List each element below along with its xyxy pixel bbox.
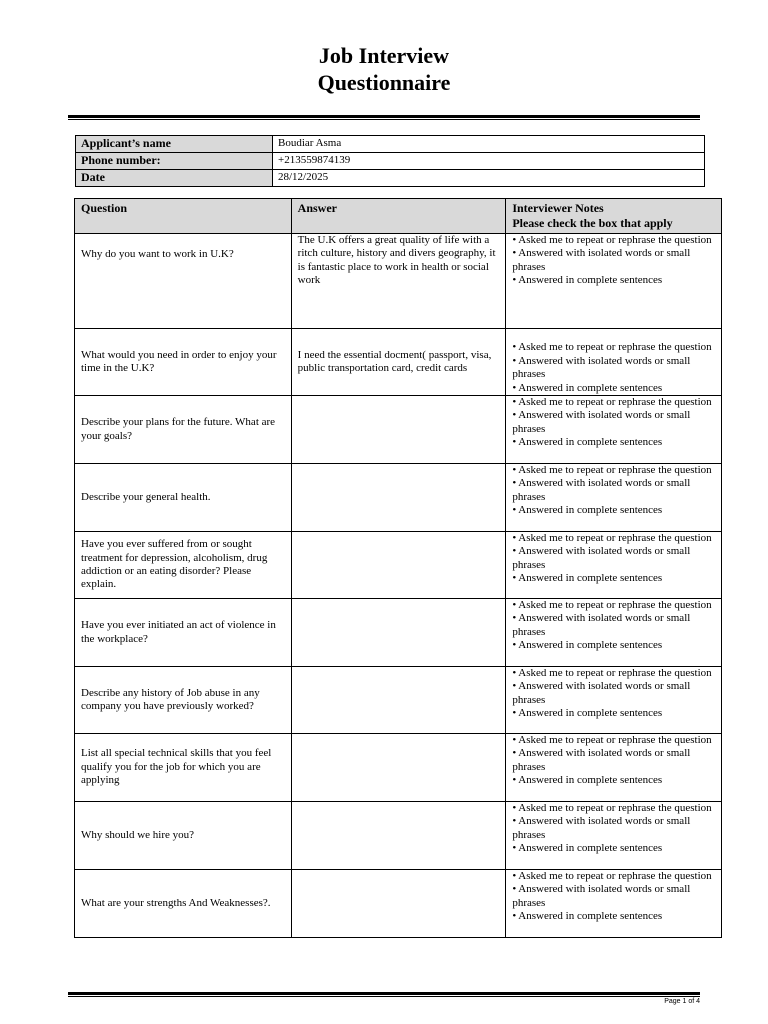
note-option[interactable]: • Asked me to repeat or rephrase the question (512, 396, 712, 408)
answer-cell[interactable] (291, 464, 506, 532)
note-option[interactable]: • Asked me to repeat or rephrase the question (512, 532, 712, 544)
note-option[interactable]: • Asked me to repeat or rephrase the question (512, 234, 712, 246)
answer-cell[interactable]: I need the essential docment( passport, visa, public transportation card, credit cards (291, 329, 506, 396)
notes-header (506, 199, 722, 234)
note-option[interactable]: • Answered in complete sentences (512, 842, 663, 855)
notes-header-line-1: Interviewer Notes (512, 201, 604, 215)
note-option[interactable]: • Answered with isolated words or small phrases (512, 477, 691, 503)
note-option[interactable]: • Answered with isolated words or small phrases (512, 354, 691, 381)
table-header-row (75, 199, 722, 234)
table-row (75, 802, 722, 870)
table-row (75, 464, 722, 532)
title-line-2: Questionnaire (317, 70, 451, 95)
answer-cell[interactable] (291, 396, 506, 464)
question-cell: Have you ever suffered from or sought treatment for depression, alcoholism, drug addiction or an eating disorder? Please explain. (75, 532, 292, 599)
question-header: Question (75, 199, 292, 234)
question-cell: Why should we hire you? (75, 802, 292, 870)
applicant-row (76, 153, 705, 170)
note-option[interactable]: • Asked me to repeat or rephrase the question (512, 599, 712, 611)
table-row (75, 599, 722, 667)
table-row (75, 870, 722, 938)
note-option[interactable]: • Asked me to repeat or rephrase the question (512, 341, 712, 354)
note-option[interactable]: • Answered in complete sentences (512, 910, 663, 923)
note-option[interactable]: • Answered in complete sentences (512, 707, 663, 720)
note-option[interactable]: • Answered with isolated words or small phrases (512, 247, 691, 273)
note-option[interactable]: • Answered in complete sentences (512, 274, 663, 287)
note-option[interactable]: • Asked me to repeat or rephrase the question (512, 734, 712, 746)
document-title (0, 42, 768, 96)
table-row (75, 329, 722, 396)
question-cell: Describe your general health. (75, 464, 292, 532)
question-cell: What are your strengths And Weaknesses?. (75, 870, 292, 938)
page-number: Page 1 of 4 (664, 998, 700, 1005)
note-option[interactable]: • Answered with isolated words or small phrases (512, 680, 691, 706)
phone-number-value: +213559874139 (273, 153, 705, 170)
applicant-name-value: Boudiar Asma (273, 136, 705, 153)
answer-cell[interactable]: The U.K offers a great quality of life with a ritch culture, history and divers geography, it is fantastic place to work in health or social work (291, 234, 506, 329)
note-option[interactable]: • Asked me to repeat or rephrase the question (512, 870, 712, 882)
notes-cell (506, 802, 722, 870)
notes-cell (506, 599, 722, 667)
notes-cell (506, 234, 722, 329)
applicant-name-label: Applicant’s name (76, 136, 273, 153)
notes-cell (506, 329, 722, 396)
note-option[interactable]: • Answered with isolated words or small phrases (512, 612, 691, 638)
table-row (75, 667, 722, 734)
note-option[interactable]: • Answered with isolated words or small phrases (512, 883, 691, 909)
note-option[interactable]: • Answered with isolated words or small phrases (512, 409, 691, 435)
note-option[interactable]: • Answered with isolated words or small phrases (512, 545, 691, 571)
note-option[interactable]: • Asked me to repeat or rephrase the question (512, 464, 712, 476)
notes-cell (506, 667, 722, 734)
table-row (75, 532, 722, 599)
applicant-row (76, 136, 705, 153)
date-value: 28/12/2025 (273, 170, 705, 187)
note-option[interactable]: • Answered with isolated words or small phrases (512, 815, 691, 841)
note-option[interactable]: • Answered in complete sentences (512, 639, 663, 652)
answer-cell[interactable] (291, 599, 506, 667)
phone-number-label: Phone number: (76, 153, 273, 170)
question-cell: Why do you want to work in U.K? (75, 234, 292, 329)
table-row (75, 734, 722, 802)
note-option[interactable]: • Answered in complete sentences (512, 774, 663, 787)
table-row (75, 234, 722, 329)
question-cell: Describe your plans for the future. What are your goals? (75, 396, 292, 464)
notes-header-line-2: Please check the box that apply (512, 216, 673, 230)
answer-cell[interactable] (291, 870, 506, 938)
note-option[interactable]: • Asked me to repeat or rephrase the question (512, 802, 712, 814)
title-line-1: Job Interview (318, 43, 450, 68)
note-option[interactable]: • Answered in complete sentences (512, 504, 663, 517)
answer-cell[interactable] (291, 802, 506, 870)
questionnaire-table (74, 198, 722, 938)
question-cell: What would you need in order to enjoy your time in the U.K? (75, 329, 292, 396)
answer-cell[interactable] (291, 532, 506, 599)
applicant-row (76, 170, 705, 187)
note-option[interactable]: • Answered in complete sentences (512, 572, 663, 585)
notes-cell (506, 734, 722, 802)
note-option[interactable]: • Answered with isolated words or small phrases (512, 747, 691, 773)
notes-cell (506, 870, 722, 938)
applicant-info-table (75, 135, 705, 187)
question-cell: List all special technical skills that you feel qualify you for the job for which you are applying (75, 734, 292, 802)
header-rule (68, 115, 700, 120)
note-option[interactable]: • Asked me to repeat or rephrase the question (512, 667, 712, 679)
footer-rule (68, 992, 700, 997)
note-option[interactable]: • Answered in complete sentences (512, 436, 663, 449)
notes-cell (506, 464, 722, 532)
answer-cell[interactable] (291, 667, 506, 734)
date-label: Date (76, 170, 273, 187)
note-option[interactable]: • Answered in complete sentences (512, 381, 663, 394)
question-cell: Describe any history of Job abuse in any company you have previously worked? (75, 667, 292, 734)
question-cell: Have you ever initiated an act of violence in the workplace? (75, 599, 292, 667)
notes-cell (506, 532, 722, 599)
answer-header: Answer (291, 199, 506, 234)
answer-cell[interactable] (291, 734, 506, 802)
notes-cell (506, 396, 722, 464)
table-row (75, 396, 722, 464)
